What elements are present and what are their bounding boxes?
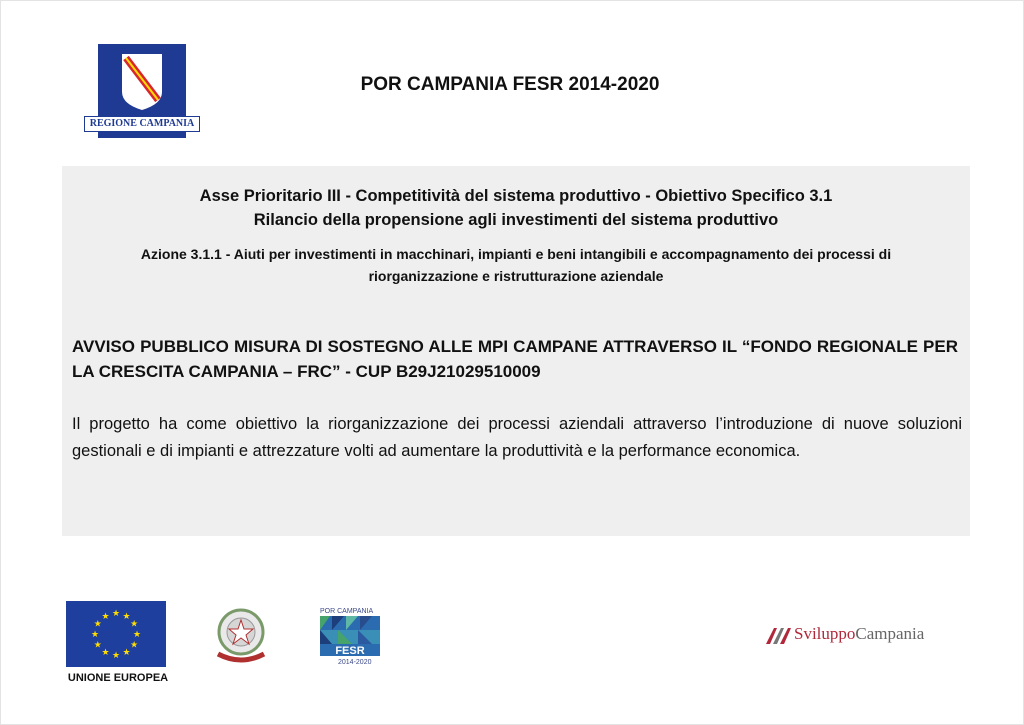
por-campania-fesr-logo (318, 606, 384, 666)
asse-line-1: Asse Prioritario III - Competitività del sistema produttivo - Obiettivo Specifico 3.1 (199, 187, 833, 205)
info-panel (62, 166, 970, 536)
regione-campania-logo (84, 44, 200, 140)
regione-campania-label: REGIONE CAMPANIA (84, 116, 200, 132)
page-title: POR CAMPANIA FESR 2014-2020 (360, 74, 660, 95)
sviluppo-campania-text: SviluppoCampania (794, 624, 925, 643)
eu-star-icon: ★ (93, 618, 102, 629)
eu-label: UNIONE EUROPEA (67, 672, 169, 684)
asse-heading (62, 184, 970, 232)
eu-star-icon: ★ (101, 610, 110, 621)
avviso-title: AVVISO PUBBLICO MISURA DI SOSTEGNO ALLE MPI CAMPANE ATTRAVERSO IL “FONDO REGIONALE PER LA CRESCITA CAMPANIA – FRC” - CUP B29J21029510009 (72, 337, 958, 381)
eu-star-icon: ★ (111, 608, 121, 618)
eu-flag-icon (66, 601, 166, 667)
repubblica-italiana-emblem (212, 602, 270, 668)
eu-star-icon: ★ (93, 639, 102, 650)
eu-star-icon: ★ (122, 610, 131, 621)
eu-star-icon: ★ (130, 618, 139, 629)
project-description: Il progetto ha come obiettivo la riorganizzazione dei processi aziendali attraverso l’introduzione di nuove soluzioni gestionali e di impianti e attrezzature volti ad aumentare la produttività e la performance economica. (72, 415, 962, 460)
eu-star-icon: ★ (130, 639, 139, 650)
eu-star-icon: ★ (132, 629, 142, 639)
eu-star-icon: ★ (90, 629, 100, 639)
eu-star-icon: ★ (111, 650, 121, 660)
fesr-years-text: 2014-2020 (338, 659, 372, 666)
fesr-mid-text: FESR (335, 645, 365, 657)
azione-text: Azione 3.1.1 - Aiuti per investimenti in macchinari, impianti e beni intangibili e accompagnamento dei processi di riorganizzazione e ristrutturazione aziendale (140, 246, 892, 284)
sviluppo-mark-icon (766, 624, 792, 646)
eu-star-icon: ★ (101, 647, 110, 658)
fesr-top-text: POR CAMPANIA (320, 608, 374, 615)
eu-star-icon: ★ (122, 647, 131, 658)
sviluppo-campania-logo (766, 622, 966, 648)
asse-line-2: Rilancio della propensione agli investimenti del sistema produttivo (253, 211, 779, 229)
